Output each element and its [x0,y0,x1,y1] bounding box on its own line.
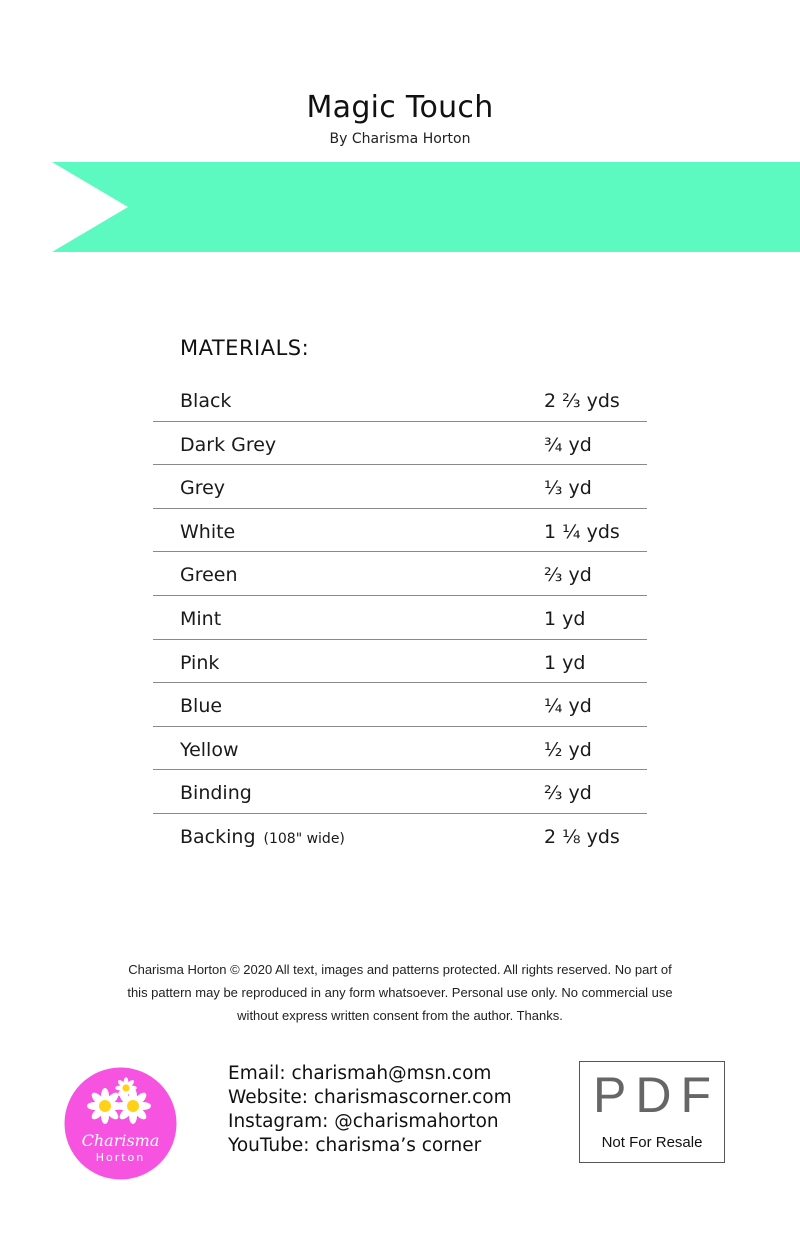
material-quantity: ⅔ yd [544,782,592,805]
contact-website: Website: charismascorner.com [228,1087,512,1108]
material-name-text: Green [180,564,238,587]
material-name-text: Grey [180,477,226,500]
pdf-badge-title: PDF [593,1067,720,1123]
charisma-horton-logo [63,1066,178,1181]
material-name [180,695,222,717]
material-name [180,521,235,543]
material-name-text: Yellow [180,738,239,761]
material-name [180,564,238,586]
contact-email: Email: charismah@msn.com [228,1063,492,1084]
copyright-notice [60,958,740,1027]
contact-info [228,1062,512,1158]
material-quantity: 1 ¼ yds [544,520,620,543]
page-title: Magic Touch [306,90,494,125]
table-row [153,465,647,509]
table-row [153,727,647,771]
copyright-line: Charisma Horton © 2020 All text, images and patterns protected. All rights reserved. No part of [128,962,672,977]
material-name-text: Black [180,390,232,412]
material-name [180,826,345,848]
table-row [153,552,647,596]
table-row [153,814,647,858]
table-row [153,640,647,684]
table-row [153,378,647,422]
material-name [180,390,231,412]
material-name [180,434,276,456]
contact-youtube: YouTube: charisma’s corner [228,1135,482,1156]
material-quantity: 1 yd [544,651,586,674]
material-name [180,739,239,761]
material-quantity: ⅓ yd [544,477,592,500]
material-name-text: Blue [180,695,223,718]
material-name-text: Backing [180,825,256,848]
table-row [153,770,647,814]
material-quantity: ⅔ yd [544,564,592,587]
copyright-line: without express written consent from the author. Thanks. [237,1008,563,1023]
mint-banner [0,162,800,252]
material-name-text: White [180,520,236,543]
table-row [153,596,647,640]
material-quantity: 2 ⅔ yds [544,390,620,412]
copyright-line: this pattern may be reproduced in any form whatsoever. Personal use only. No commercial use [127,985,673,1000]
pdf-badge [579,1061,725,1163]
material-name [180,608,221,630]
materials-heading: MATERIALS: [180,336,310,360]
material-name [180,477,225,499]
material-quantity: 2 ⅛ yds [544,825,620,848]
material-name-text: Mint [180,607,222,630]
material-quantity: ¼ yd [544,695,592,718]
table-row [153,509,647,553]
material-quantity: 1 yd [544,607,586,630]
material-name-text: Pink [180,651,220,674]
pdf-badge-subtitle: Not For Resale [601,1134,703,1151]
table-row [153,683,647,727]
material-quantity: ½ yd [544,738,592,761]
logo-name-line2: Horton [95,1151,146,1164]
material-name [180,652,219,674]
flower-icon [115,1077,137,1099]
material-name-text: Dark Grey [180,433,277,456]
logo-name-line1: Charisma [81,1131,160,1150]
table-row [153,422,647,466]
contact-instagram: Instagram: @charismahorton [228,1111,499,1132]
byline: By Charisma Horton [329,131,471,147]
material-name-text: Binding [180,782,252,805]
material-quantity: ¾ yd [544,433,592,456]
material-name [180,782,252,804]
material-note: (108" wide) [263,830,345,847]
materials-table [153,378,647,858]
